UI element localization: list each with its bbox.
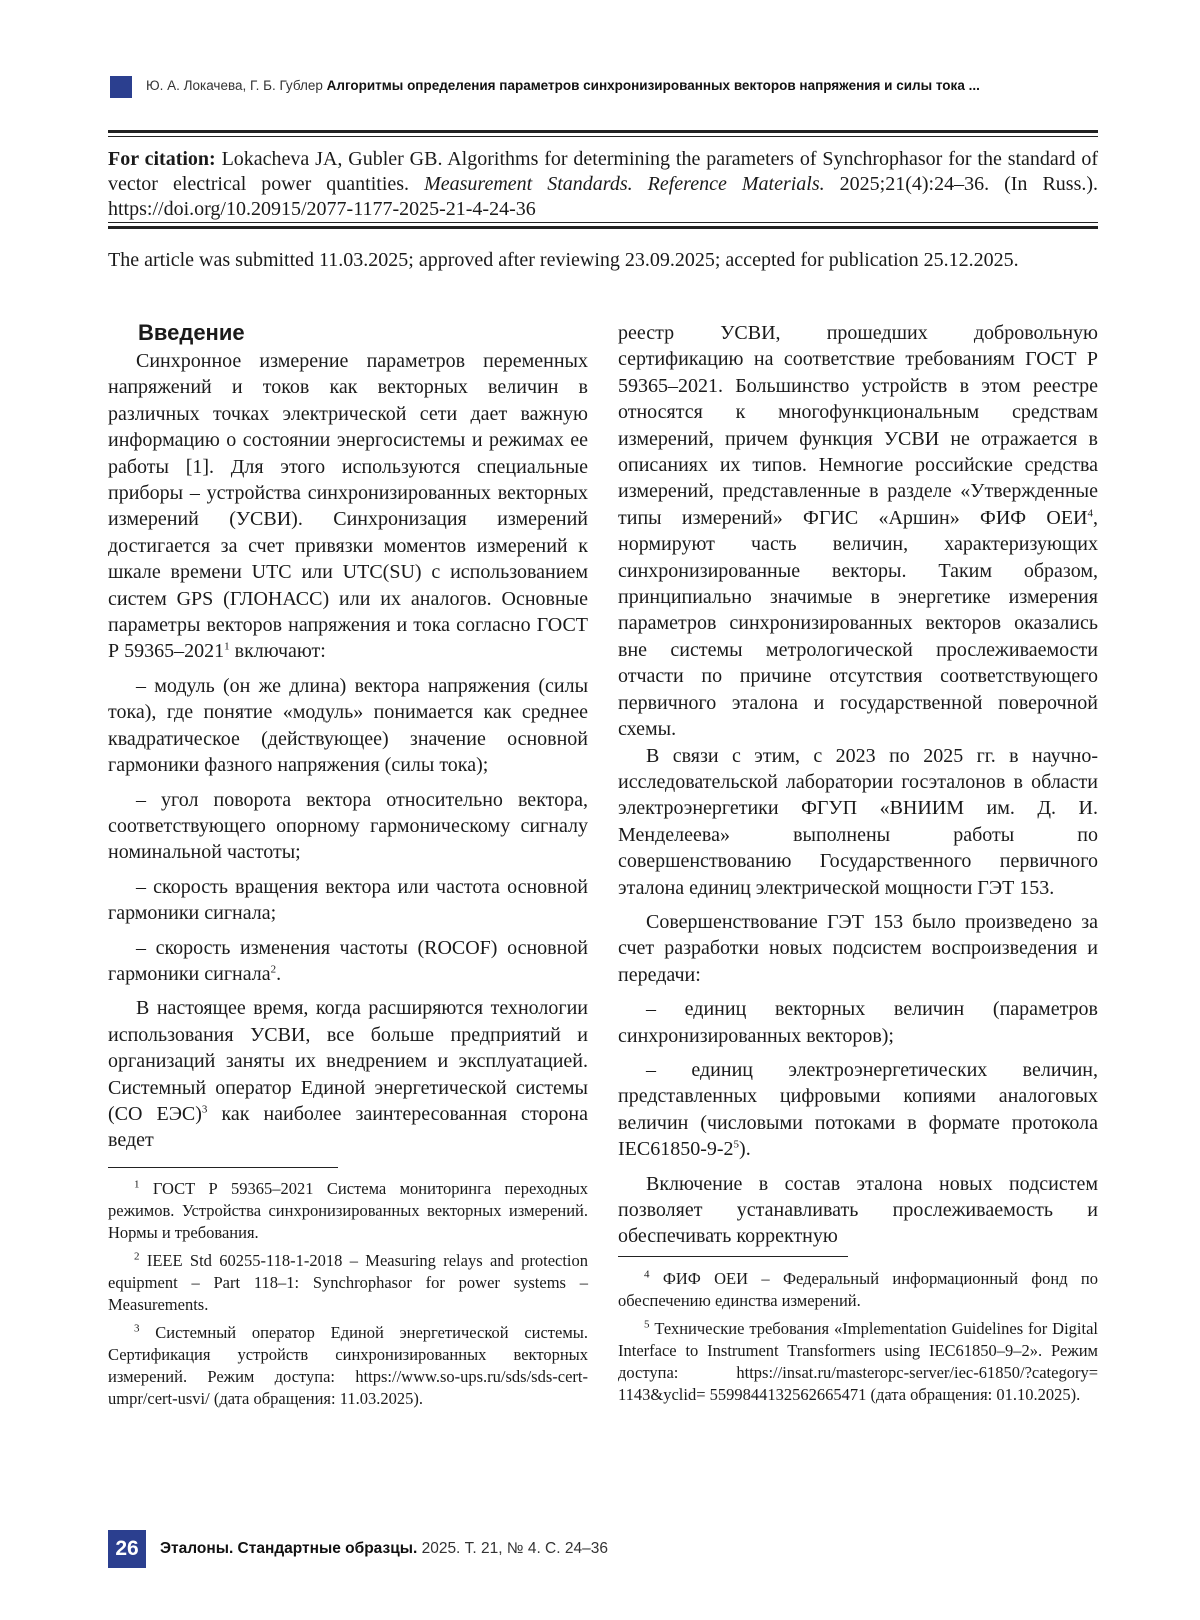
footnotes-left [108,1178,588,1416]
divider [108,130,1098,133]
section-title: Введение [138,320,245,345]
footnotes-right [618,1268,1098,1412]
citation-details: 2025;21(4):24–36. (In Russ.). https://doi.org/10.20915/2077-1177-2025-21-4-24-36 [108,173,1099,220]
paragraph: В настоящее время, когда расширяются технологии использования УСВИ, все больше предприятий и организаций заняты их внедрением и эксплуатацией. Системный оператор Единой энергетической системы (СО ЕЭС)$^3$ как наиболее заинтересованная сторона ведет [108,997,588,1152]
footer-issue: 2025. Т. 21, № 4. С. 24–36 [421,1540,608,1557]
journal-footer [160,1540,608,1558]
paragraph: Совершенствование ГЭТ 153 было произведено за счет разработки новых подсистем воспроизведения и передачи: [618,910,1098,986]
list-item: – единиц электроэнергетических величин, представленных цифровыми копиями аналоговых величин (числовыми потоками в формате протокола $IEC61850-9-2^5$). [618,1058,1098,1161]
list-item: – скорость изменения частоты (ROCOF) основной гармоники сигнала$^2$. [108,936,588,985]
header-authors: Ю. А. Локачева, Г. Б. Гублер [146,78,323,93]
header-title: Алгоритмы определения параметров синхронизированных векторов напряжения и силы тока ... [326,78,980,93]
paragraph: Синхронное измерение параметров переменных напряжений и токов как векторных величин в различных точках электрической сети дает важную информацию о состоянии энергосистемы и режимах ее работы [1]. Для этого используются специальные приборы – устройства синхронизированных векторных измерений (УСВИ). Синхронизация измерений достигается за счет привязки моментов измерений к шкале времени UTC или UTC(SU) с использованием систем GPS (ГЛОНАСС) или их аналогов. Основные параметры векторов напряжения и тока согласно ГОСТ Р 59365–2021$^1$ включают: [108,350,588,663]
left-column [108,320,588,1154]
running-header [146,78,980,93]
footnote-divider [108,1167,338,1168]
submission-dates: The article was submitted 11.03.2025; approved after reviewing 23.09.2025; accepted for publication 25.12.2025. [108,249,1019,271]
list-item: – единиц векторных величин (параметров синхронизированных векторов); [618,998,1098,1047]
right-column [618,320,1098,1250]
footnote: $^4$ ФИФ ОЕИ – Федеральный информационный фонд по обеспечению единства измерений. [618,1268,1099,1310]
footnote: $^2$ IEEE Std 60255-118-1-2018 – Measuring relays and protection equipment – Part 118–1: Synchrophasor for power systems – Measurements. [108,1250,589,1314]
list-item: – угол поворота вектора относительно вектора, соответствующего опорному гармоническому сигналу номинальной частоты; [108,788,588,864]
divider [108,226,1098,229]
citation-block [108,147,1098,222]
citation-text: Lokacheva JA, Gubler GB. Algorithms for determining the parameters of Synchrophasor for the standard of vector electrical power quantities. [108,148,1098,195]
footnote-divider [618,1256,848,1257]
footnote: $^1$ ГОСТ Р 59365–2021 Система мониторинга переходных режимов. Устройства синхронизированных векторных измерений. Нормы и требования. [108,1178,589,1242]
paragraph: В связи с этим, с 2023 по 2025 гг. в научно-исследовательской лаборатории госэталонов в области электроэнергетики ФГУП «ВНИИМ им. Д. И. Менделеева» выполнены работы по совершенствованию Государственного первичного эталона единиц электрической мощности ГЭТ 153. [618,744,1098,899]
footnote: $^3$ Системный оператор Единой энергетической системы. Сертификация устройств синхронизированных векторных измерений. Режим доступа: https://www.so-ups.ru/sds/sds-cert-umpr/cert-usvi/ (дата обращения: 11.03.2025). [108,1322,588,1408]
list-item: – модуль (он же длина) вектора напряжения (силы тока), где понятие «модуль» понимается как среднее квадратическое (действующее) значение основной гармоники фазного напряжения (силы тока); [108,674,588,777]
footer-journal: Эталоны. Стандартные образцы. [160,1540,418,1557]
citation-journal: Measurement Standards. Reference Materials. [424,173,825,195]
divider [108,222,1098,223]
header-marker [110,76,132,98]
divider [108,136,1098,137]
paragraph: реестр УСВИ, прошедших добровольную сертификацию на соответствие требованиям ГОСТ Р 59365–2021. Большинство устройств в этом реестре относятся к многофункциональным средствам измерений, причем функция УСВИ не отражается в описаниях их типов. Немногие российские средства измерений, представленные в разделе «Утвержденные типы измерений» ФГИС «Аршин» ФИФ ОЕИ$^4$, нормируют часть величин, характеризующих синхронизированные векторы. Таким образом, принципиально значимые в энергетике измерения параметров синхронизированных векторов оказались вне системы метрологической прослеживаемости отчасти по причине отсутствия соответствующего первичного эталона и государственной поверочной схемы. [618,322,1098,741]
citation-label: For citation: [108,148,216,170]
page-number: 26 [108,1530,146,1568]
paragraph: Включение в состав эталона новых подсистем позволяет устанавливать прослеживаемость и обеспечивать корректную [618,1172,1098,1248]
list-item: – скорость вращения вектора или частота основной гармоники сигнала; [108,875,588,925]
footnote: $^5$ Технические требования «Implementation Guidelines for Digital Interface to Instrument Transformers using IEC61850–9–2». Режим доступа: https://insat.ru/masteropc-server/iec-61850/?category= 1143&yclid= 5599844132562665471 (дата обращения: 01.10.2025). [618,1318,1099,1404]
